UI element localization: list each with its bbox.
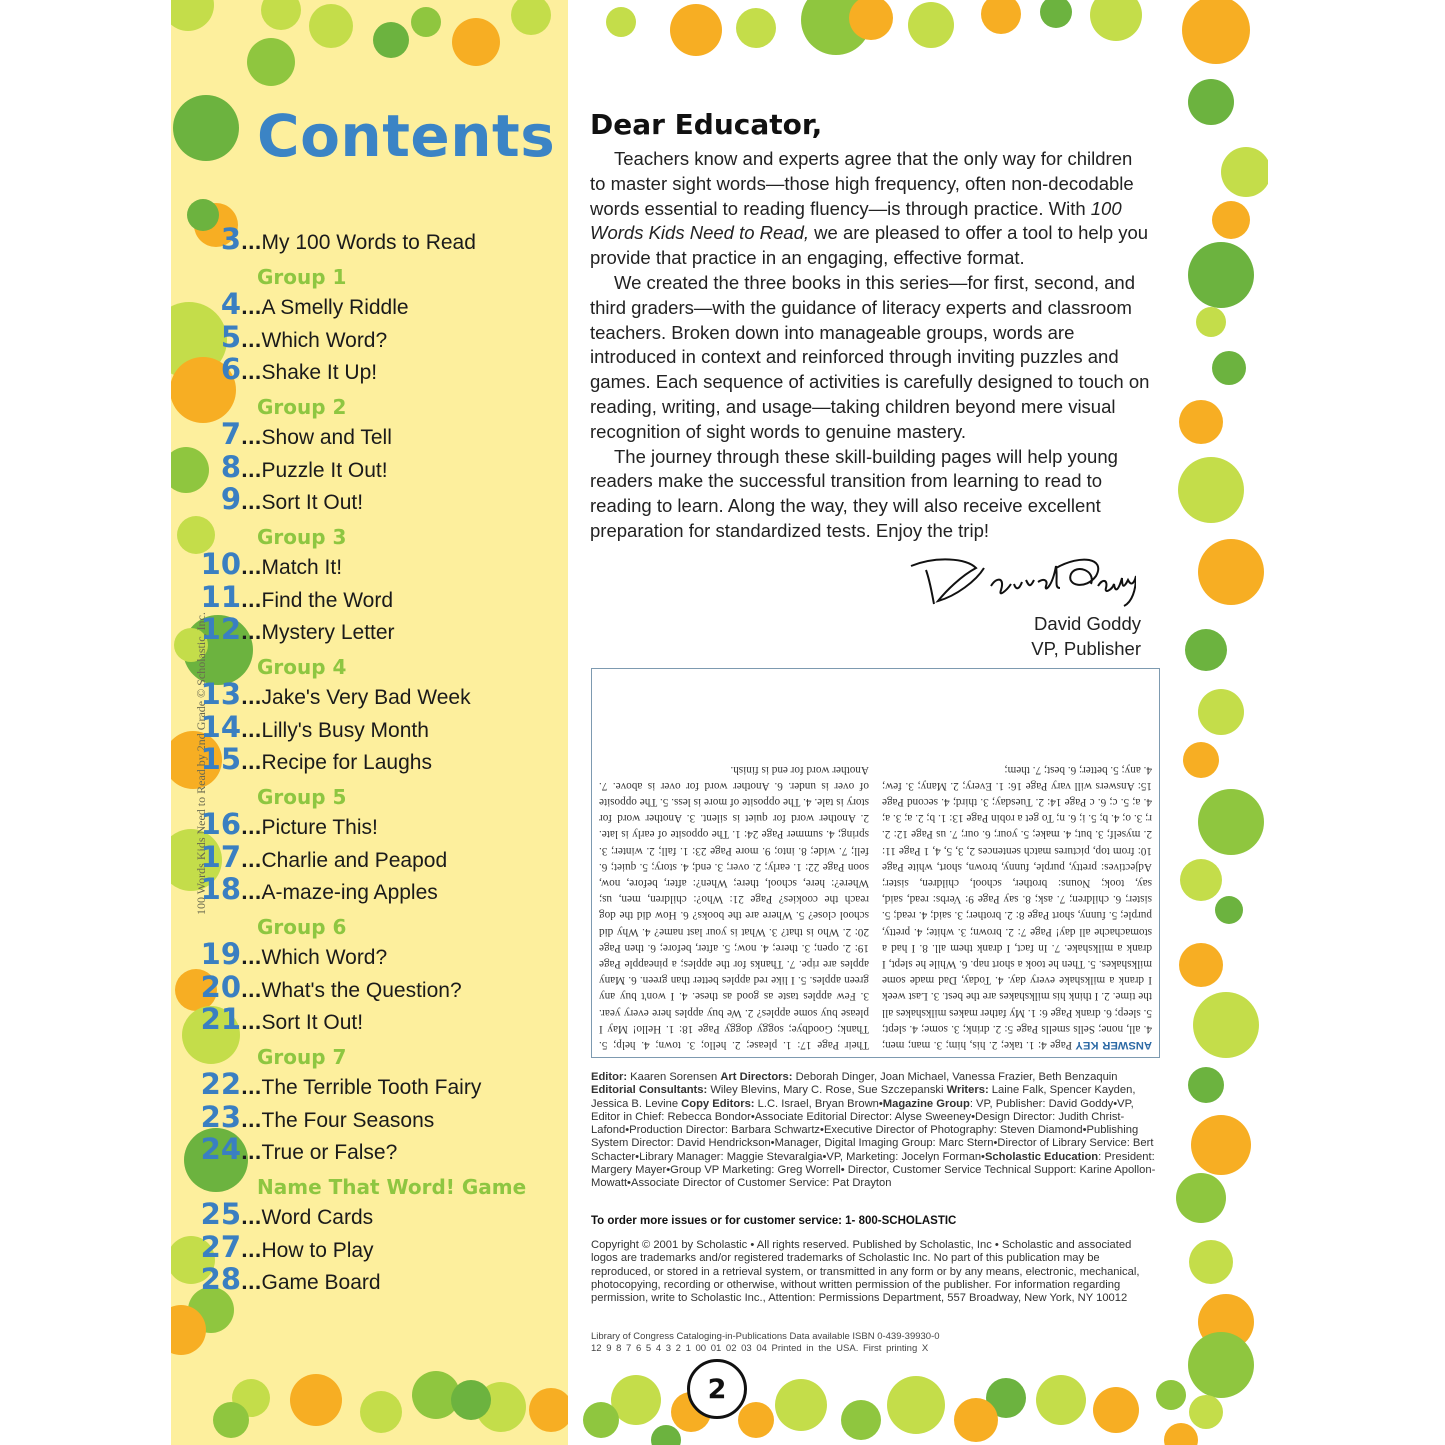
toc-item xyxy=(171,1262,381,1296)
toc-group-label: Group 4 xyxy=(257,654,347,679)
polka-dot xyxy=(213,1402,249,1438)
polka-dot xyxy=(360,1391,402,1433)
toc-item-title: Find the Word xyxy=(261,588,394,612)
toc-page-number: 3 xyxy=(220,222,241,256)
polka-dot xyxy=(1189,1395,1223,1429)
toc-item-title: Match It! xyxy=(261,556,343,579)
credit-label: Writers: xyxy=(946,1084,992,1097)
polka-dot xyxy=(452,18,500,66)
letter xyxy=(590,108,1150,544)
polka-dot xyxy=(1156,1380,1186,1410)
toc-page-number: 28 xyxy=(200,1262,241,1296)
polka-dot xyxy=(887,1376,945,1434)
polka-dot xyxy=(1215,896,1243,924)
toc-item-title: Sort It Out! xyxy=(261,1011,364,1034)
toc-page-number: 9 xyxy=(220,482,241,516)
toc-leader-dots: ... xyxy=(241,883,262,904)
toc-item xyxy=(171,677,471,711)
toc-item-title: A-maze-ing Apples xyxy=(261,881,438,904)
polka-dot xyxy=(1188,79,1234,125)
toc-item xyxy=(171,450,388,484)
toc-item xyxy=(171,710,429,744)
toc-leader-dots: ... xyxy=(241,688,262,709)
toc-item xyxy=(171,872,438,906)
polka-dot xyxy=(451,1380,491,1420)
toc-item xyxy=(171,742,432,776)
polka-dot xyxy=(529,1388,568,1432)
toc-leader-dots: ... xyxy=(241,363,262,384)
polka-dot xyxy=(1182,0,1250,64)
page-number: 2 xyxy=(687,1359,747,1419)
toc-page-number: 11 xyxy=(200,579,241,614)
polka-dot xyxy=(1189,1240,1233,1284)
polka-dot xyxy=(1221,147,1268,197)
library-of-congress-line: Library of Congress Cataloging-in-Publications Data available ISBN 0-439-39930-0 xyxy=(591,1331,940,1342)
signer-name: David Goddy xyxy=(1034,613,1141,634)
polka-dot xyxy=(1093,1387,1139,1433)
polka-dot xyxy=(1090,0,1142,41)
toc-leader-dots: ... xyxy=(241,233,262,254)
toc-leader-dots: ... xyxy=(241,330,262,352)
toc-item xyxy=(171,807,378,841)
polka-dot xyxy=(290,1374,342,1426)
toc-item-title: How to Play xyxy=(261,1238,374,1262)
toc-page-number: 22 xyxy=(200,1067,241,1101)
credit-text: Laine Falk, Spencer Kayden, Jessica B. Levine xyxy=(591,1084,1136,1110)
letter-paragraph-3: The journey through these skill-building pages will help young readers make the successful transition from learning to read to reading to learn. Along the way, they will also receive excellent preparation for standardized tests. Enjoy the trip! xyxy=(590,445,1118,541)
toc-item-title: Show and Tell xyxy=(261,426,392,449)
toc-item xyxy=(171,612,395,646)
toc-item xyxy=(171,1132,397,1166)
letter-paragraph-1: Teachers know and experts agree that the only way for children to master sight words—those high frequency, often non-decodable words essential to reading fluency—is through practice. With 100 Words Kids Need to Read, we are pleased to offer a tool to help you provide that practice in an engaging, effective format. xyxy=(590,148,1149,269)
toc-page-number: 20 xyxy=(200,969,241,1004)
credit-text: Deborah Dinger, Joan Michael, Vanessa Frazier, Beth Benzaquin xyxy=(795,1071,1118,1083)
polka-dot xyxy=(841,1400,881,1440)
toc-item-title: Word Cards xyxy=(261,1206,374,1229)
polka-dot xyxy=(1185,629,1227,671)
credit-label: Art Directors: xyxy=(720,1071,796,1083)
polka-dot xyxy=(1188,1067,1224,1103)
toc-leader-dots: ... xyxy=(241,558,262,579)
credit-text: : President: Margery Mayer•Group VP Marketing: Greg Worrell• Director, Customer Service Technical Support: Karine Apollon-Mowatt•Associate Director of Customer Service: Pat Drayton xyxy=(591,1150,1156,1190)
credit-label: Editor: xyxy=(591,1071,631,1083)
credit-label: Copy Editors: xyxy=(681,1097,758,1110)
credit-text: Kaaren Sorensen xyxy=(630,1071,721,1083)
polka-dot xyxy=(1040,0,1072,28)
polka-dot xyxy=(1164,1423,1198,1445)
credit-label: Scholastic Education xyxy=(984,1150,1099,1163)
credit-label: Editorial Consultants: xyxy=(591,1084,711,1097)
polka-dot xyxy=(511,0,551,35)
page xyxy=(171,0,1268,1445)
printing-line: 12 9 8 7 6 5 4 3 2 1 00 01 02 03 04 Printed in the USA. First printing X xyxy=(591,1343,929,1354)
toc-group-label: Group 2 xyxy=(257,394,347,419)
toc-group-label: Group 6 xyxy=(257,914,347,939)
polka-dot xyxy=(738,1402,774,1438)
polka-dot xyxy=(981,0,1021,34)
signer-title: VP, Publisher xyxy=(1031,638,1141,659)
answer-key-column-left xyxy=(882,673,1152,1053)
toc-leader-dots: ... xyxy=(241,980,262,1002)
contents-sidebar xyxy=(171,0,568,1445)
toc-leader-dots: ... xyxy=(241,720,262,742)
toc-item xyxy=(171,1230,374,1264)
polka-dot xyxy=(1212,201,1250,239)
polka-dot xyxy=(651,1425,681,1445)
toc-leader-dots: ... xyxy=(241,753,262,774)
polka-dot xyxy=(1179,400,1223,444)
polka-dot xyxy=(606,7,636,37)
toc-page-number: 4 xyxy=(220,287,241,321)
polka-dot xyxy=(1193,992,1259,1058)
toc-item-title: Mystery Letter xyxy=(261,621,395,644)
polka-dot xyxy=(373,22,409,58)
polka-dot xyxy=(261,0,301,30)
toc-item-title: Recipe for Laughs xyxy=(261,751,432,774)
polka-dot xyxy=(736,8,776,48)
toc-item-title: Puzzle It Out! xyxy=(261,458,388,482)
toc-leader-dots: ... xyxy=(241,493,262,514)
toc-group-label: Group 5 xyxy=(257,784,347,809)
toc-item-title: Which Word? xyxy=(261,328,388,352)
polka-dot xyxy=(775,1379,827,1431)
toc-item xyxy=(171,1067,481,1101)
toc-page-number: 17 xyxy=(200,839,241,874)
toc-item-title: Picture This! xyxy=(261,816,378,839)
polka-dot xyxy=(583,1402,619,1438)
toc-leader-dots: ... xyxy=(241,590,262,612)
toc-item-title: Game Board xyxy=(261,1271,381,1294)
toc-leader-dots: ... xyxy=(241,948,262,969)
toc-item xyxy=(171,417,392,451)
toc-item-title: My 100 Words to Read xyxy=(261,231,476,254)
toc-leader-dots: ... xyxy=(241,818,262,839)
letter-paragraph-2: We created the three books in this series—for first, second, and third graders—with the guidance of literacy experts and classroom teachers. Broken down into manageable groups, words are introduced in context and reinforced through inviting puzzles and games. Each sequence of activities is carefully designed to touch on reading, writing, and usage—taking children beyond mere visual recognition of sight words to genuine mastery. xyxy=(590,271,1150,442)
answer-key-heading: ANSWER KEY xyxy=(1075,1039,1152,1051)
toc-item-title: Shake It Up! xyxy=(261,361,378,384)
toc-page-number: 6 xyxy=(220,352,241,386)
polka-dot xyxy=(1212,351,1246,385)
toc-page-number: 27 xyxy=(200,1229,241,1264)
toc-page-number: 19 xyxy=(200,937,241,971)
polka-dot xyxy=(171,0,214,31)
credit-text: : VP, Publisher: David Goddy•VP, Editor in Chief: Rebecca Bondor•Associate Editorial Director: Alyse Sweeney•Design Director: Judith Christ-Lafond•Production Director: Barbara Schwartz•Executive Director of Photography: Steven Diamond•Publishing System Director: David Hendrickson•Manager, Digital Imaging Group: Marc Stern•Director of Library Service: Bert Schacter•Library Manager: Maggie Stevaralgia•VP, Marketing: Jocelyn Forman• xyxy=(591,1097,1154,1163)
answer-key-text: Page 4: 1. take; 2. his, him; 3. man; men; 4. all, none; Sells smells Page 5: 2. drink; 3. some; 4. slept; 5. sleep; 6. drank Page 6: 1. My father makes milkshakes all the time. 2. I think his milkshakes are the best. 3. Last week I drank a milkshake every day. 4. Today, Dad made some milkshakes. 5. Then he took a short nap. 6. While he slept, I drank a milkshake. 7. In fact, I drank them all. 8. I had a stomachache all day! Page 7: 2. brown; 3. white; 4. pretty, purple; 5. funny, short Page 8: 2. brother; 3. said; 4. read; 5. sister; 6. children; 7. ask; 8. say Page 9: Verbs: read, said, say, took; Nouns: brother, school, children, sister; Adjectives: pretty, purple, funny, brown, short, white Page 10: from top, pictures match sentences 2, 3, 5, 4, 1 Page 11: 2. myself; 3. but; 4. make; 5. your; 6. our; 7. us Page 12: 2. r; 3. o; 4. b; 5. i; 6. n; To get a robin Page 13: 1. b; 2. a; 3. a; 4. a; 5. c; 6. c Page 14: 2. Tuesday; 3. third; 4. second Page 15: Answers will vary Page 16: 1. Every; 2. Many; 3. few; 4. any; 5. better; 6. best; 7. them; xyxy=(882,763,1152,1051)
toc-group-label: Name That Word! Game xyxy=(257,1174,527,1199)
toc-leader-dots: ... xyxy=(241,298,262,319)
toc-page-number: 23 xyxy=(200,1099,241,1134)
credit-text: Wiley Blevins, Mary C. Rose, Sue Szczepanski xyxy=(710,1084,947,1097)
polka-dot xyxy=(908,2,954,48)
toc-item xyxy=(171,1197,373,1231)
toc-item-title: Lilly's Busy Month xyxy=(261,718,429,742)
polka-dot xyxy=(1188,1332,1254,1398)
toc-item-title: The Terrible Tooth Fairy xyxy=(261,1076,482,1099)
toc-item-title: Jake's Very Bad Week xyxy=(261,686,471,709)
toc-page-number: 13 xyxy=(200,677,241,711)
answer-key-upside-down xyxy=(592,669,1159,1057)
toc-leader-dots: ... xyxy=(241,428,262,449)
toc-page-number: 12 xyxy=(200,612,241,646)
polka-dot xyxy=(1180,859,1222,901)
toc-leader-dots: ... xyxy=(241,1273,262,1294)
polka-dot xyxy=(173,95,239,161)
toc-item xyxy=(171,482,363,516)
letter-salutation: Dear Educator, xyxy=(590,108,823,141)
toc-page-number: 18 xyxy=(200,872,241,906)
toc-page-number: 15 xyxy=(200,742,241,776)
toc-item xyxy=(171,352,377,386)
toc-page-number: 21 xyxy=(200,1002,241,1036)
toc-leader-dots: ... xyxy=(241,623,262,644)
toc-item xyxy=(171,287,409,321)
toc-item xyxy=(171,547,342,581)
toc-leader-dots: ... xyxy=(241,1208,262,1229)
toc-item-title: The Four Seasons xyxy=(261,1108,435,1132)
toc-item xyxy=(171,970,462,1004)
toc-page-number: 25 xyxy=(200,1197,241,1231)
toc-leader-dots: ... xyxy=(241,1013,262,1034)
toc-item-title: Which Word? xyxy=(261,946,388,969)
toc-item xyxy=(171,1100,434,1134)
polka-dot xyxy=(1036,1375,1086,1425)
polka-dot xyxy=(1188,242,1254,308)
polka-dot xyxy=(1179,943,1223,987)
polka-dot xyxy=(954,1398,998,1442)
toc-item xyxy=(171,320,387,354)
toc-page-number: 8 xyxy=(220,449,241,484)
polka-dot xyxy=(849,0,893,40)
toc-group-label: Group 1 xyxy=(257,264,347,289)
toc-page-number: 10 xyxy=(200,547,241,581)
toc-item-title: True or False? xyxy=(261,1141,398,1164)
polka-dot xyxy=(411,7,441,37)
polka-dot xyxy=(1176,1173,1226,1223)
toc-page-number: 5 xyxy=(220,319,241,354)
answer-key-column-right: Their Page 17: 1. please; 2. hello; 3. town; 4. help; 5. Thank; Goodbye; soggy doggy Page 18: 1. Hello! May I please buy some apples? 2. We buy apples here every year. 3. Few apples taste as good as these. 4. I won't buy any green apples. 5. I like red apples better than green. 6. Many apples are ripe. 7. Thanks for the apples; a pineapple Page 19: 2. open; 3. there; 4. now; 5. after, before; 6. then Page 20: 2. Who is that? 3. What is your last name? 4. Why did school close? 5. Where are the books? 6. How did the dog reach the cookies? Page 21: Who?: children, men, us; Where?: here, school, there; When?: after, before, now, soon Page 22: 1. early; 2. over; 3. end; 4. story; 5. quiet; 6. fell; 7. wide; 8. into; 9. more Page 23: 1. fall; 2. winter; 3. spring; 4. summer Page 24: 1. The opposite of early is late. 2. Another word for quiet is silent. 3. Another word for story is tale. 4. The opposite of more is less. 5. The opposite of over is under. 6. Another word for over is above. 7. Another word for end is finish. xyxy=(599,763,869,1051)
toc-page-number: 14 xyxy=(200,709,241,744)
polka-dot xyxy=(670,4,722,56)
toc-group-label: Group 3 xyxy=(257,524,347,549)
toc-item xyxy=(171,1002,363,1036)
polka-dot xyxy=(1191,1115,1251,1175)
toc-page-number: 7 xyxy=(220,417,241,451)
polka-dot xyxy=(309,4,353,48)
toc-item-title: Charlie and Peapod xyxy=(261,848,448,872)
polka-dot xyxy=(1196,307,1226,337)
toc-item-title: Sort It Out! xyxy=(261,491,364,514)
toc-leader-dots: ... xyxy=(241,850,262,872)
polka-dot xyxy=(247,38,295,86)
toc-group-label: Group 7 xyxy=(257,1044,347,1069)
side-credit: 100 Words Kids Need to Read by 2nd Grade © Scholastic, Inc. xyxy=(194,612,208,915)
toc-page-number: 24 xyxy=(200,1132,241,1166)
credit-text: L.C. Israel, Bryan Brown• xyxy=(757,1097,883,1110)
toc-item xyxy=(171,580,393,614)
toc-item-title: What's the Question? xyxy=(261,978,462,1002)
polka-dot xyxy=(1178,457,1244,523)
order-line: To order more issues or for customer service: 1- 800-SCHOLASTIC xyxy=(591,1215,957,1227)
signature xyxy=(906,546,1136,616)
polka-dot xyxy=(1183,742,1219,778)
copyright-notice: Copyright © 2001 by Scholastic • All rights reserved. Published by Scholastic, Inc • Scholastic and associated logos are trademarks and/or registered trademarks of Scholastic Inc. No part of this publication may be reproduced, or stored in a retrieval system, or transmitted in any form or by any means, electronic, mechanical, photocopying, recording or otherwise, without written permission of the publisher. For information regarding permission, write to Scholastic Inc., Attention: Permissions Department, 557 Broadway, New York, NY 10012 xyxy=(591,1239,1140,1305)
credit-label: Magazine Group xyxy=(882,1097,970,1110)
staff-credits xyxy=(591,1071,1161,1191)
polka-dot xyxy=(1198,539,1264,605)
toc-item xyxy=(171,840,447,874)
toc-leader-dots: ... xyxy=(241,1110,262,1132)
toc-item xyxy=(171,937,387,971)
polka-dot xyxy=(1198,789,1264,855)
toc-page-number: 16 xyxy=(200,807,241,841)
toc-leader-dots: ... xyxy=(241,1143,262,1164)
toc-leader-dots: ... xyxy=(241,1078,262,1099)
contents-title: Contents xyxy=(257,102,556,170)
toc-leader-dots: ... xyxy=(241,460,262,482)
polka-dot xyxy=(1198,689,1244,735)
answer-key-box xyxy=(591,668,1160,1058)
toc-item xyxy=(171,222,476,256)
toc-leader-dots: ... xyxy=(241,1240,262,1262)
toc-item-title: A Smelly Riddle xyxy=(261,296,409,319)
